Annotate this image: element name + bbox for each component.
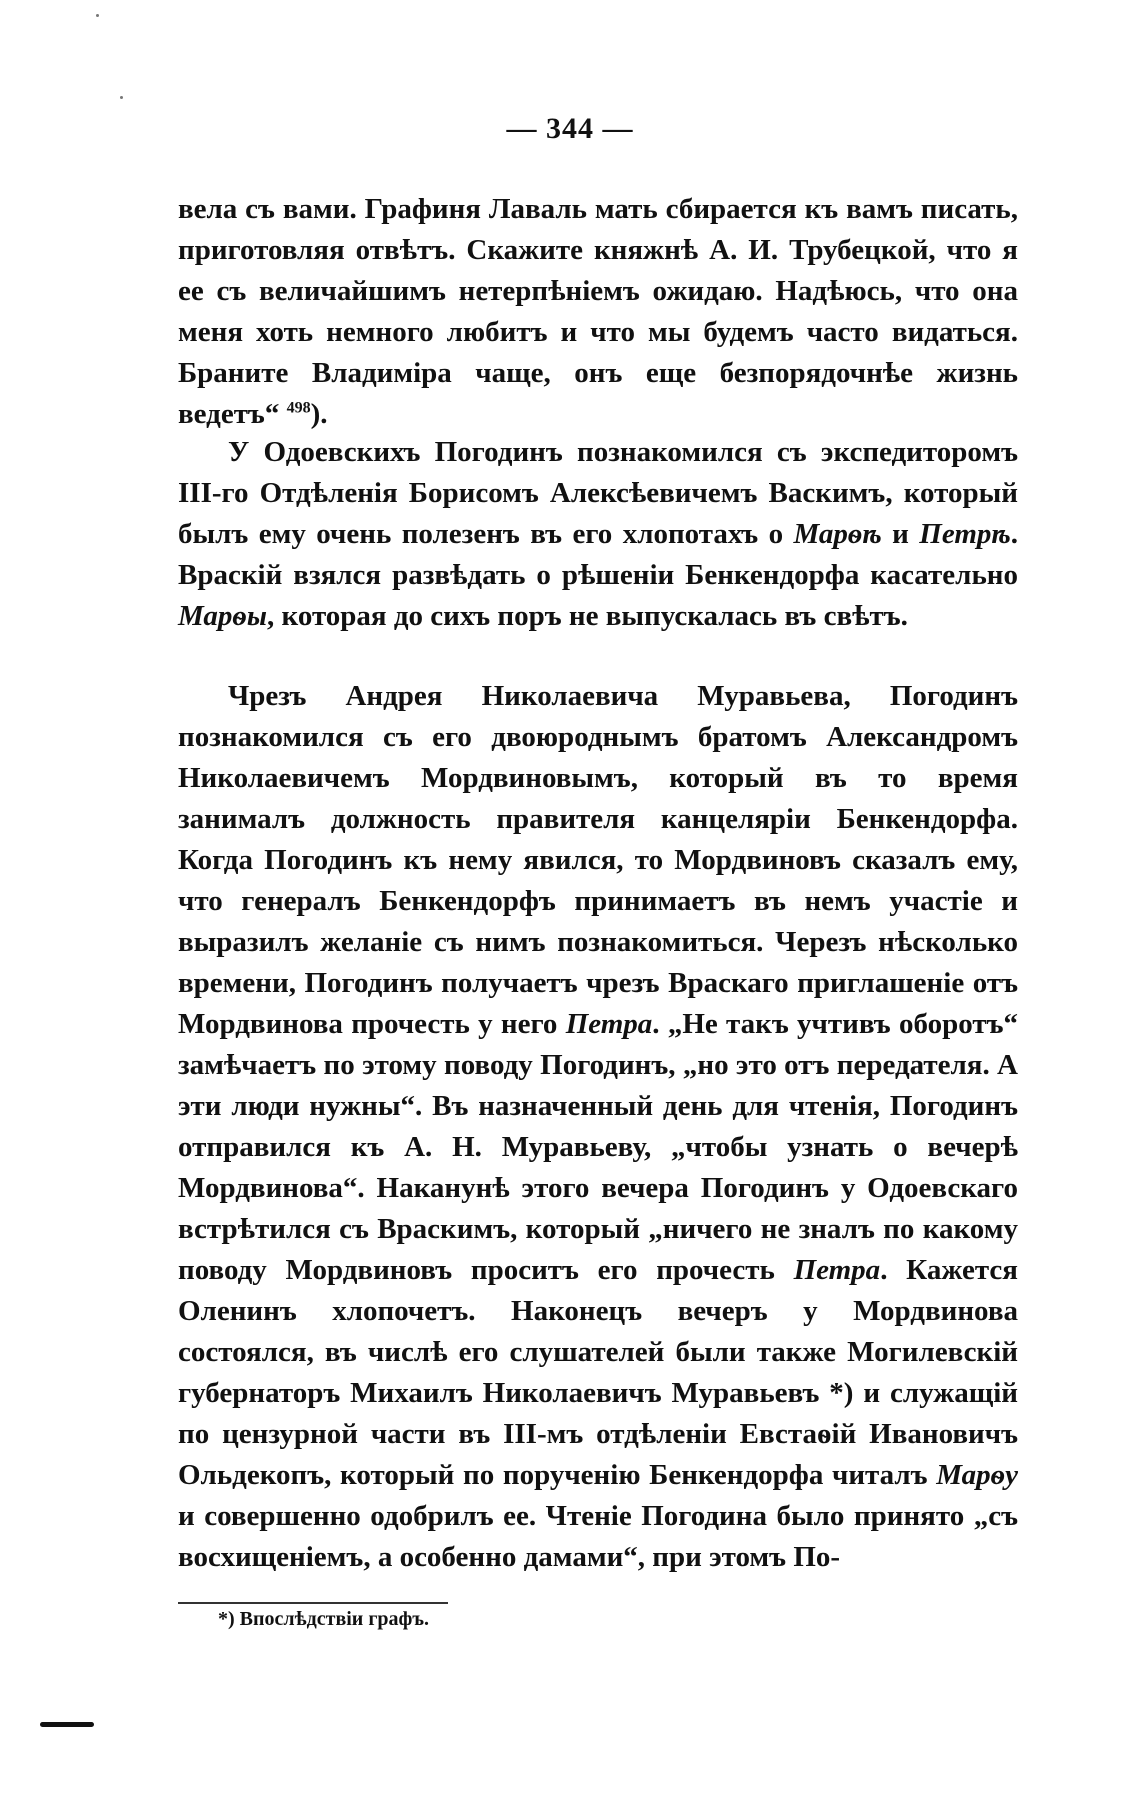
paragraph-2 <box>178 432 1018 637</box>
para2-text-1: У Одоевскихъ Погодинъ познакомился съ экспедиторомъ III-го Отдѣленія Борисомъ Алексѣевичемъ Васкимъ, который былъ ему очень полезенъ въ его хлопотахъ о <box>178 436 1018 550</box>
para3-text-3: . Кажется Оленинъ хлопочетъ. Наконецъ вечеръ у Мордвинова состоялся, въ числѣ его слушателей были также Могилевскій губернаторъ Михаилъ Николаевичъ Муравьевъ *) и служащій по цензурной части въ III-мъ отдѣленіи Евстаѳій Ивановичъ Ольдекопъ, который по порученію Бенкендорфа читалъ <box>178 1254 1018 1491</box>
para2-italic-2: Петрѣ <box>919 518 1011 550</box>
scan-speck <box>120 96 123 99</box>
scan-mark <box>40 1722 94 1727</box>
para2-text-4: , которая до сихъ поръ не выпускалась въ свѣтъ. <box>267 600 908 632</box>
page-number: — 344 — <box>506 112 634 145</box>
reference-mark: 498 <box>286 399 311 417</box>
para3-italic-2: Петра <box>793 1254 881 1286</box>
para2-text-3: . Враскій взялся развѣдать о рѣшеніи Бенкендорфа касательно <box>178 518 1018 591</box>
scan-speck <box>96 14 99 17</box>
para2-text-2: и <box>881 518 920 550</box>
para1-text: вела съ вами. Графиня Лаваль мать сбирается къ вамъ писать, приготовляя отвѣтъ. Скажите княжнѣ А. И. Трубецкой, что я ее съ величайшимъ нетерпѣніемъ ожидаю. Надѣюсь, что она меня хоть немного любитъ и что мы будемъ часто видаться. Браните Владиміра чаще, онъ еще безпорядочнѣе жизнь ведетъ“ <box>178 193 1018 430</box>
para1-tail: ). <box>310 398 328 430</box>
paragraph-3 <box>178 676 1018 1578</box>
para3-text-1: Чрезъ Андрея Николаевича Муравьева, Погодинъ познакомился съ его двоюроднымъ братомъ Александромъ Николаевичемъ Мордвиновымъ, который въ то время занималъ должность правителя канцеляріи Бенкендорфа. Когда Погодинъ къ нему явился, то Мордвиновъ сказалъ ему, что генералъ Бенкендорфъ принимаетъ въ немъ участіе и выразилъ желаніе съ нимъ познакомиться. Черезъ нѣсколько времени, Погодинъ получаетъ чрезъ Враскаго приглашеніе отъ Мордвинова прочесть у него <box>178 680 1018 1040</box>
footnote-divider <box>178 1602 448 1604</box>
para2-italic-1: Марѳѣ <box>793 518 882 550</box>
paragraph-1 <box>178 189 1018 435</box>
para3-italic-3: Марѳу <box>936 1459 1018 1491</box>
footnote: *) Впослѣдствіи графъ. <box>218 1608 430 1630</box>
para3-text-2: . „Не такъ учтивъ оборотъ“ замѣчаетъ по этому поводу Погодинъ, „но это отъ передателя. А эти люди нужны“. Въ назначенный день для чтенія, Погодинъ отправился къ А. Н. Муравьеву, „чтобы узнать о вечерѣ Мордвинова“. Наканунѣ этого вечера Погодинъ у Одоевскаго встрѣтился съ Враскимъ, который „ничего не зналъ по какому поводу Мордвиновъ проситъ его прочесть <box>178 1008 1018 1286</box>
para2-italic-3: Марѳы <box>178 600 267 632</box>
para3-text-4: и совершенно одобрилъ ее. Чтеніе Погодина было принято „съ восхищеніемъ, а особенно дамами“, при этомъ По- <box>178 1500 1018 1573</box>
para3-italic-1: Петра <box>565 1008 653 1040</box>
